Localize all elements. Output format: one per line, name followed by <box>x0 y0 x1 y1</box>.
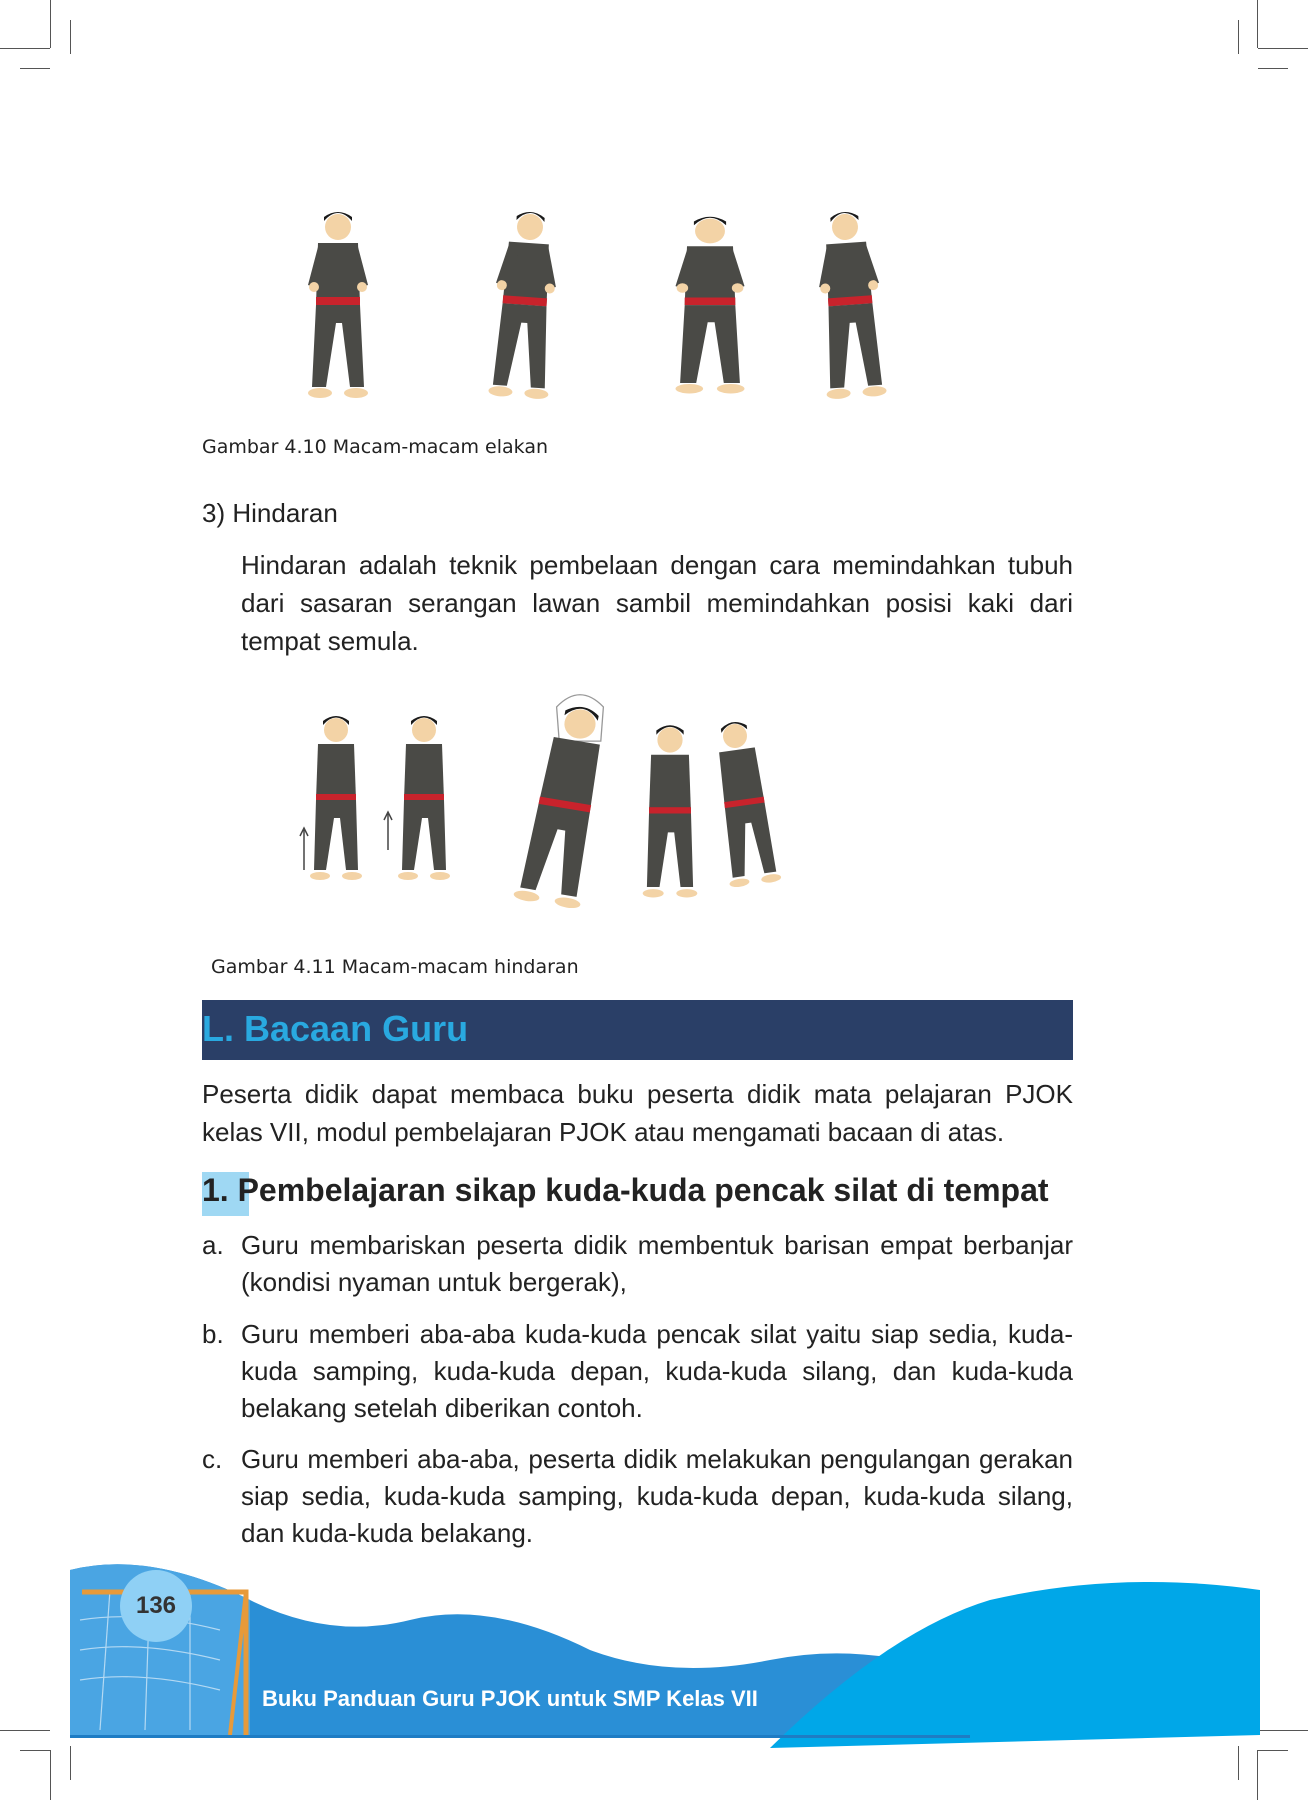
list-text: Guru memberi aba-aba kuda-kuda pencak silat yaitu siap sedia, kuda-kuda samping, kuda-kuda depan, kuda-kuda silang, dan kuda-kuda belakang setelah diberikan contoh. <box>241 1319 1073 1423</box>
footer-book-title: Buku Panduan Guru PJOK untuk SMP Kelas VII <box>262 1686 758 1711</box>
footer-wave <box>70 1560 1260 1760</box>
list-text: Guru membariskan peserta didik membentuk barisan empat berbanjar (kondisi nyaman untuk bergerak), <box>241 1230 1073 1297</box>
list-marker: b. <box>202 1319 224 1349</box>
fighter-2 <box>488 210 561 400</box>
subsection-title: 1. Pembelajaran sikap kuda-kuda pencak silat di tempat <box>202 1172 1049 1208</box>
list-item <box>202 1227 1073 1303</box>
list-text: Guru memberi aba-aba, peserta didik melakukan pengulangan gerakan siap sedia, kuda-kuda samping, kuda-kuda depan, kuda-kuda silang, dan kuda-kuda belakang. <box>241 1444 1073 1548</box>
list-item <box>202 1441 1073 1554</box>
figure-4-10-caption: Gambar 4.10 Macam-macam elakan <box>202 436 549 458</box>
hindaran-fighter-2 <box>398 716 450 880</box>
figure-4-10-elakan <box>290 205 910 425</box>
section-title: L. Bacaan Guru <box>202 1008 469 1049</box>
list-marker: c. <box>202 1444 223 1474</box>
list-item <box>202 1316 1073 1429</box>
fighter-3 <box>676 217 745 394</box>
hindaran-fighter-1 <box>310 716 362 880</box>
hindaran-heading: 3) Hindaran <box>202 498 338 528</box>
page-number: 136 <box>120 1570 192 1642</box>
fighter-4 <box>814 210 887 400</box>
section-paragraph: Peserta didik dapat membaca buku peserta didik mata pelajaran PJOK kelas VII, modul pembelajaran PJOK atau mengamati bacaan di atas. <box>202 1079 1073 1147</box>
figure-4-11-caption: Gambar 4.11 Macam-macam hindaran <box>211 956 579 978</box>
figure-4-11-hindaran <box>290 690 790 920</box>
list-marker: a. <box>202 1230 224 1260</box>
hindaran-fighter-4 <box>643 725 698 897</box>
hindaran-paragraph: Hindaran adalah teknik pembelaan dengan cara memindahkan tubuh dari sasaran serangan lawan sambil memindahkan posisi kaki dari tempat semula. <box>241 550 1073 656</box>
hindaran-fighter-hijab <box>513 695 617 910</box>
fighter-1 <box>308 212 368 398</box>
hindaran-fighter-5 <box>707 719 781 889</box>
